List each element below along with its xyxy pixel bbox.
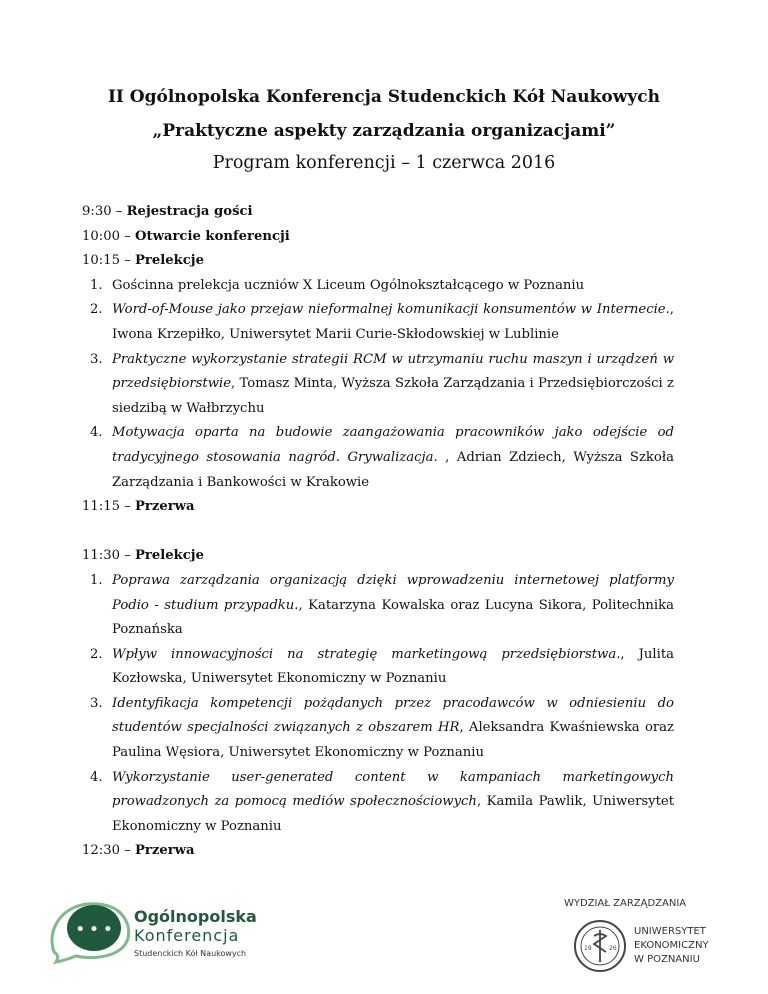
item-number: 4.: [90, 425, 103, 441]
logo-line3: Studenckich Kół Naukowych: [134, 949, 247, 958]
lecture-speaker: , Kamila Pawlik, Uniwersytet Ekonomiczny w Poznaniu: [112, 794, 674, 834]
lecture-speaker: Gościnna prelekcja uczniów X Liceum Ogólnokształcącego w Poznaniu: [112, 277, 585, 293]
conference-title: II Ogólnopolska Konferencja Studenckich Kół Naukowych: [107, 87, 660, 107]
entry-time: 12:30 –: [82, 843, 135, 859]
schedule-entry: [82, 495, 674, 520]
entry-time: 11:30 –: [82, 548, 135, 564]
caduceus-icon: [594, 930, 606, 962]
uni-line2: EKONOMICZNY: [634, 940, 709, 951]
entry-label: Rejestracja gości: [126, 204, 253, 219]
document-header: [0, 82, 768, 178]
entry-time: 9:30 –: [82, 204, 127, 219]
item-number: 3.: [90, 695, 103, 711]
schedule-entry: [82, 839, 674, 864]
entry-time: 11:15 –: [82, 499, 135, 515]
uni-line1: UNIWERSYTET: [634, 926, 706, 937]
schedule-entry: [82, 544, 674, 569]
lecture-title: Motywacja oparta na budowie zaangażowania pracowników jako odejście od tradycyjnego stosowania nagród. Grywalizacja.: [112, 425, 674, 465]
document-footer: [0, 888, 768, 988]
lecture-item: [82, 569, 674, 643]
lecture-title: Identyfikacja kompetencji pożądanych przez pracodawców w odniesieniu do studentów specjalności związanych z obszarem HR: [112, 695, 674, 736]
lecture-item: [82, 298, 674, 347]
entry-label: Otwarcie konferencji: [134, 228, 290, 244]
faculty-name: WYDZIAŁ ZARZĄDZANIA: [564, 898, 687, 909]
lecture-speaker: , Katarzyna Kowalska oraz Lucyna Sikora, Politechnika Poznańska: [112, 597, 674, 638]
schedule-entry: [82, 200, 674, 225]
lecture-speaker: , Iwona Krzepiłko, Uniwersytet Marii Curie-Skłodowskiej w Lublinie: [112, 302, 674, 342]
program-date: Program konferencji – 1 czerwca 2016: [212, 153, 556, 173]
item-number: 1.: [90, 277, 103, 293]
lecture-item: [82, 348, 674, 422]
entry-time: 10:15 –: [82, 253, 135, 269]
seal-year-right: 26: [609, 945, 617, 952]
seal-year-left: 19: [584, 945, 592, 952]
uni-line3: W POZNANIU: [634, 954, 700, 965]
program-content: [82, 200, 674, 864]
lecture-speaker: , Adrian Zdziech, Wyższa Szkoła Zarządzania i Bankowości w Krakowie: [112, 449, 674, 490]
bubble-dots: • • •: [75, 922, 113, 938]
item-number: 1.: [90, 572, 103, 588]
lecture-title: Poprawa zarządzania organizacją dzięki wprowadzeniu internetowej platformy Podio - studium przypadku.: [112, 572, 674, 613]
lecture-title: Praktyczne wykorzystanie strategii RCM w utrzymaniu ruchu maszyn i urządzeń w przedsiębiorstwie: [112, 351, 674, 392]
logo-line2: Konferencja: [134, 926, 240, 945]
lecture-item: [82, 766, 674, 840]
lecture-title: Wpływ innowacyjności na strategię marketingową przedsiębiorstwa.: [112, 646, 621, 662]
logo-line1: Ogólnopolska: [134, 907, 257, 926]
entry-label: Przerwa: [134, 843, 195, 859]
item-number: 2.: [90, 646, 103, 662]
lecture-item: [82, 274, 674, 299]
lecture-speaker: , Tomasz Minta, Wyższa Szkoła Zarządzania i Przedsiębiorczości z siedzibą w Wałbrzychu: [112, 376, 674, 416]
lecture-item: [82, 643, 674, 692]
faculty-logo: [556, 890, 746, 980]
lecture-speaker: , Aleksandra Kwaśniewska oraz Paulina Węsiora, Uniwersytet Ekonomiczny w Poznaniu: [112, 720, 674, 761]
conference-logo: [46, 894, 286, 964]
schedule-entry: [82, 225, 674, 250]
lecture-list-1: [82, 274, 674, 495]
entry-label: Prelekcje: [134, 548, 204, 564]
conference-subtitle: „Praktyczne aspekty zarządzania organizacjami”: [152, 121, 616, 141]
lecture-speaker: , Julita Kozłowska, Uniwersytet Ekonomiczny w Poznaniu: [112, 646, 675, 687]
entry-time: 10:00 –: [82, 228, 135, 244]
item-number: 4.: [90, 769, 103, 785]
item-number: 3.: [90, 351, 103, 367]
item-number: 2.: [90, 302, 103, 318]
schedule-entry: [82, 249, 674, 274]
lecture-item: [82, 692, 674, 766]
entry-label: Prelekcje: [134, 253, 204, 269]
lecture-title: Word-of-Mouse jako przejaw nieformalnej komunikacji konsumentów w Internecie.: [112, 302, 670, 318]
lecture-title: Wykorzystanie user-generated content w kampaniach marketingowych prowadzonych za pomocą mediów społecznościowych: [112, 769, 674, 810]
entry-label: Przerwa: [134, 499, 195, 515]
lecture-item: [82, 421, 674, 495]
lecture-list-2: [82, 569, 674, 840]
